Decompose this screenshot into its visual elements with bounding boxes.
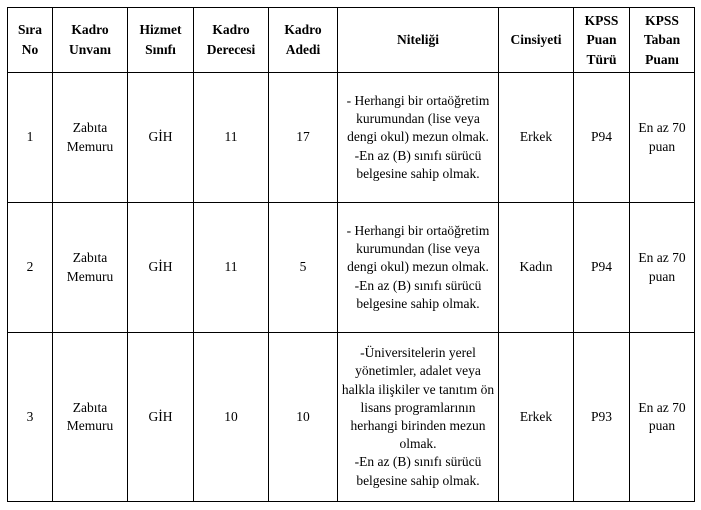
column-header-hizmet-sinifi: Hizmet Sınıfı bbox=[128, 8, 194, 73]
qualification-line: -En az (B) sınıfı sürücü belgesine sahip olmak. bbox=[354, 147, 482, 181]
cell-hizmet-sinifi: GİH bbox=[128, 73, 194, 203]
qualification-line: -En az (B) sınıfı sürücü belgesine sahip olmak. bbox=[354, 277, 482, 311]
cell-hizmet-sinifi: GİH bbox=[128, 333, 194, 502]
cell-sira-no: 2 bbox=[8, 203, 53, 333]
cell-kpss-taban-puani: En az 70 puan bbox=[630, 333, 695, 502]
cell-cinsiyeti: Erkek bbox=[499, 73, 574, 203]
qualification-line: -Üniversitelerin yerel yönetimler, adalet veya halkla ilişkiler ve tanıtım ön lisans programlarının herhangi birinden mezun olmak. bbox=[341, 345, 495, 452]
column-header-kadro-adedi: Kadro Adedi bbox=[269, 8, 338, 73]
job-positions-table bbox=[7, 7, 695, 502]
cell-sira-no: 1 bbox=[8, 73, 53, 203]
column-header-kpss-puan-turu: KPSS Puan Türü bbox=[574, 8, 630, 73]
cell-hizmet-sinifi: GİH bbox=[128, 203, 194, 333]
cell-kadro-adedi: 5 bbox=[269, 203, 338, 333]
qualification-line: - Herhangi bir ortaöğretim kurumundan (lise veya dengi okul) mezun olmak. bbox=[346, 92, 490, 145]
cell-kpss-puan-turu: P94 bbox=[574, 203, 630, 333]
cell-kadro-adedi: 17 bbox=[269, 73, 338, 203]
cell-niteligi bbox=[338, 333, 499, 502]
cell-sira-no: 3 bbox=[8, 333, 53, 502]
qualification-line: - Herhangi bir ortaöğretim kurumundan (lise veya dengi okul) mezun olmak. bbox=[346, 222, 490, 275]
cell-kadro-unvani: Zabıta Memuru bbox=[53, 203, 128, 333]
qualification-line: -En az (B) sınıfı sürücü belgesine sahip olmak. bbox=[354, 454, 482, 488]
cell-kadro-derecesi: 11 bbox=[194, 203, 269, 333]
cell-kadro-derecesi: 10 bbox=[194, 333, 269, 502]
column-header-sira-no: Sıra No bbox=[8, 8, 53, 73]
cell-cinsiyeti: Erkek bbox=[499, 333, 574, 502]
cell-niteligi bbox=[338, 73, 499, 203]
cell-kpss-taban-puani: En az 70 puan bbox=[630, 203, 695, 333]
column-header-cinsiyeti: Cinsiyeti bbox=[499, 8, 574, 73]
cell-kadro-adedi: 10 bbox=[269, 333, 338, 502]
column-header-kadro-derecesi: Kadro Derecesi bbox=[194, 8, 269, 73]
table-header-row bbox=[8, 8, 695, 73]
cell-kpss-puan-turu: P94 bbox=[574, 73, 630, 203]
cell-kpss-taban-puani: En az 70 puan bbox=[630, 73, 695, 203]
cell-cinsiyeti: Kadın bbox=[499, 203, 574, 333]
table-row bbox=[8, 333, 695, 502]
table-row bbox=[8, 73, 695, 203]
cell-kadro-derecesi: 11 bbox=[194, 73, 269, 203]
cell-niteligi bbox=[338, 203, 499, 333]
column-header-niteligi: Niteliği bbox=[338, 8, 499, 73]
cell-kpss-puan-turu: P93 bbox=[574, 333, 630, 502]
table-row bbox=[8, 203, 695, 333]
column-header-kpss-taban-puani: KPSS Taban Puanı bbox=[630, 8, 695, 73]
cell-kadro-unvani: Zabıta Memuru bbox=[53, 73, 128, 203]
cell-kadro-unvani: Zabıta Memuru bbox=[53, 333, 128, 502]
column-header-kadro-unvani: Kadro Unvanı bbox=[53, 8, 128, 73]
